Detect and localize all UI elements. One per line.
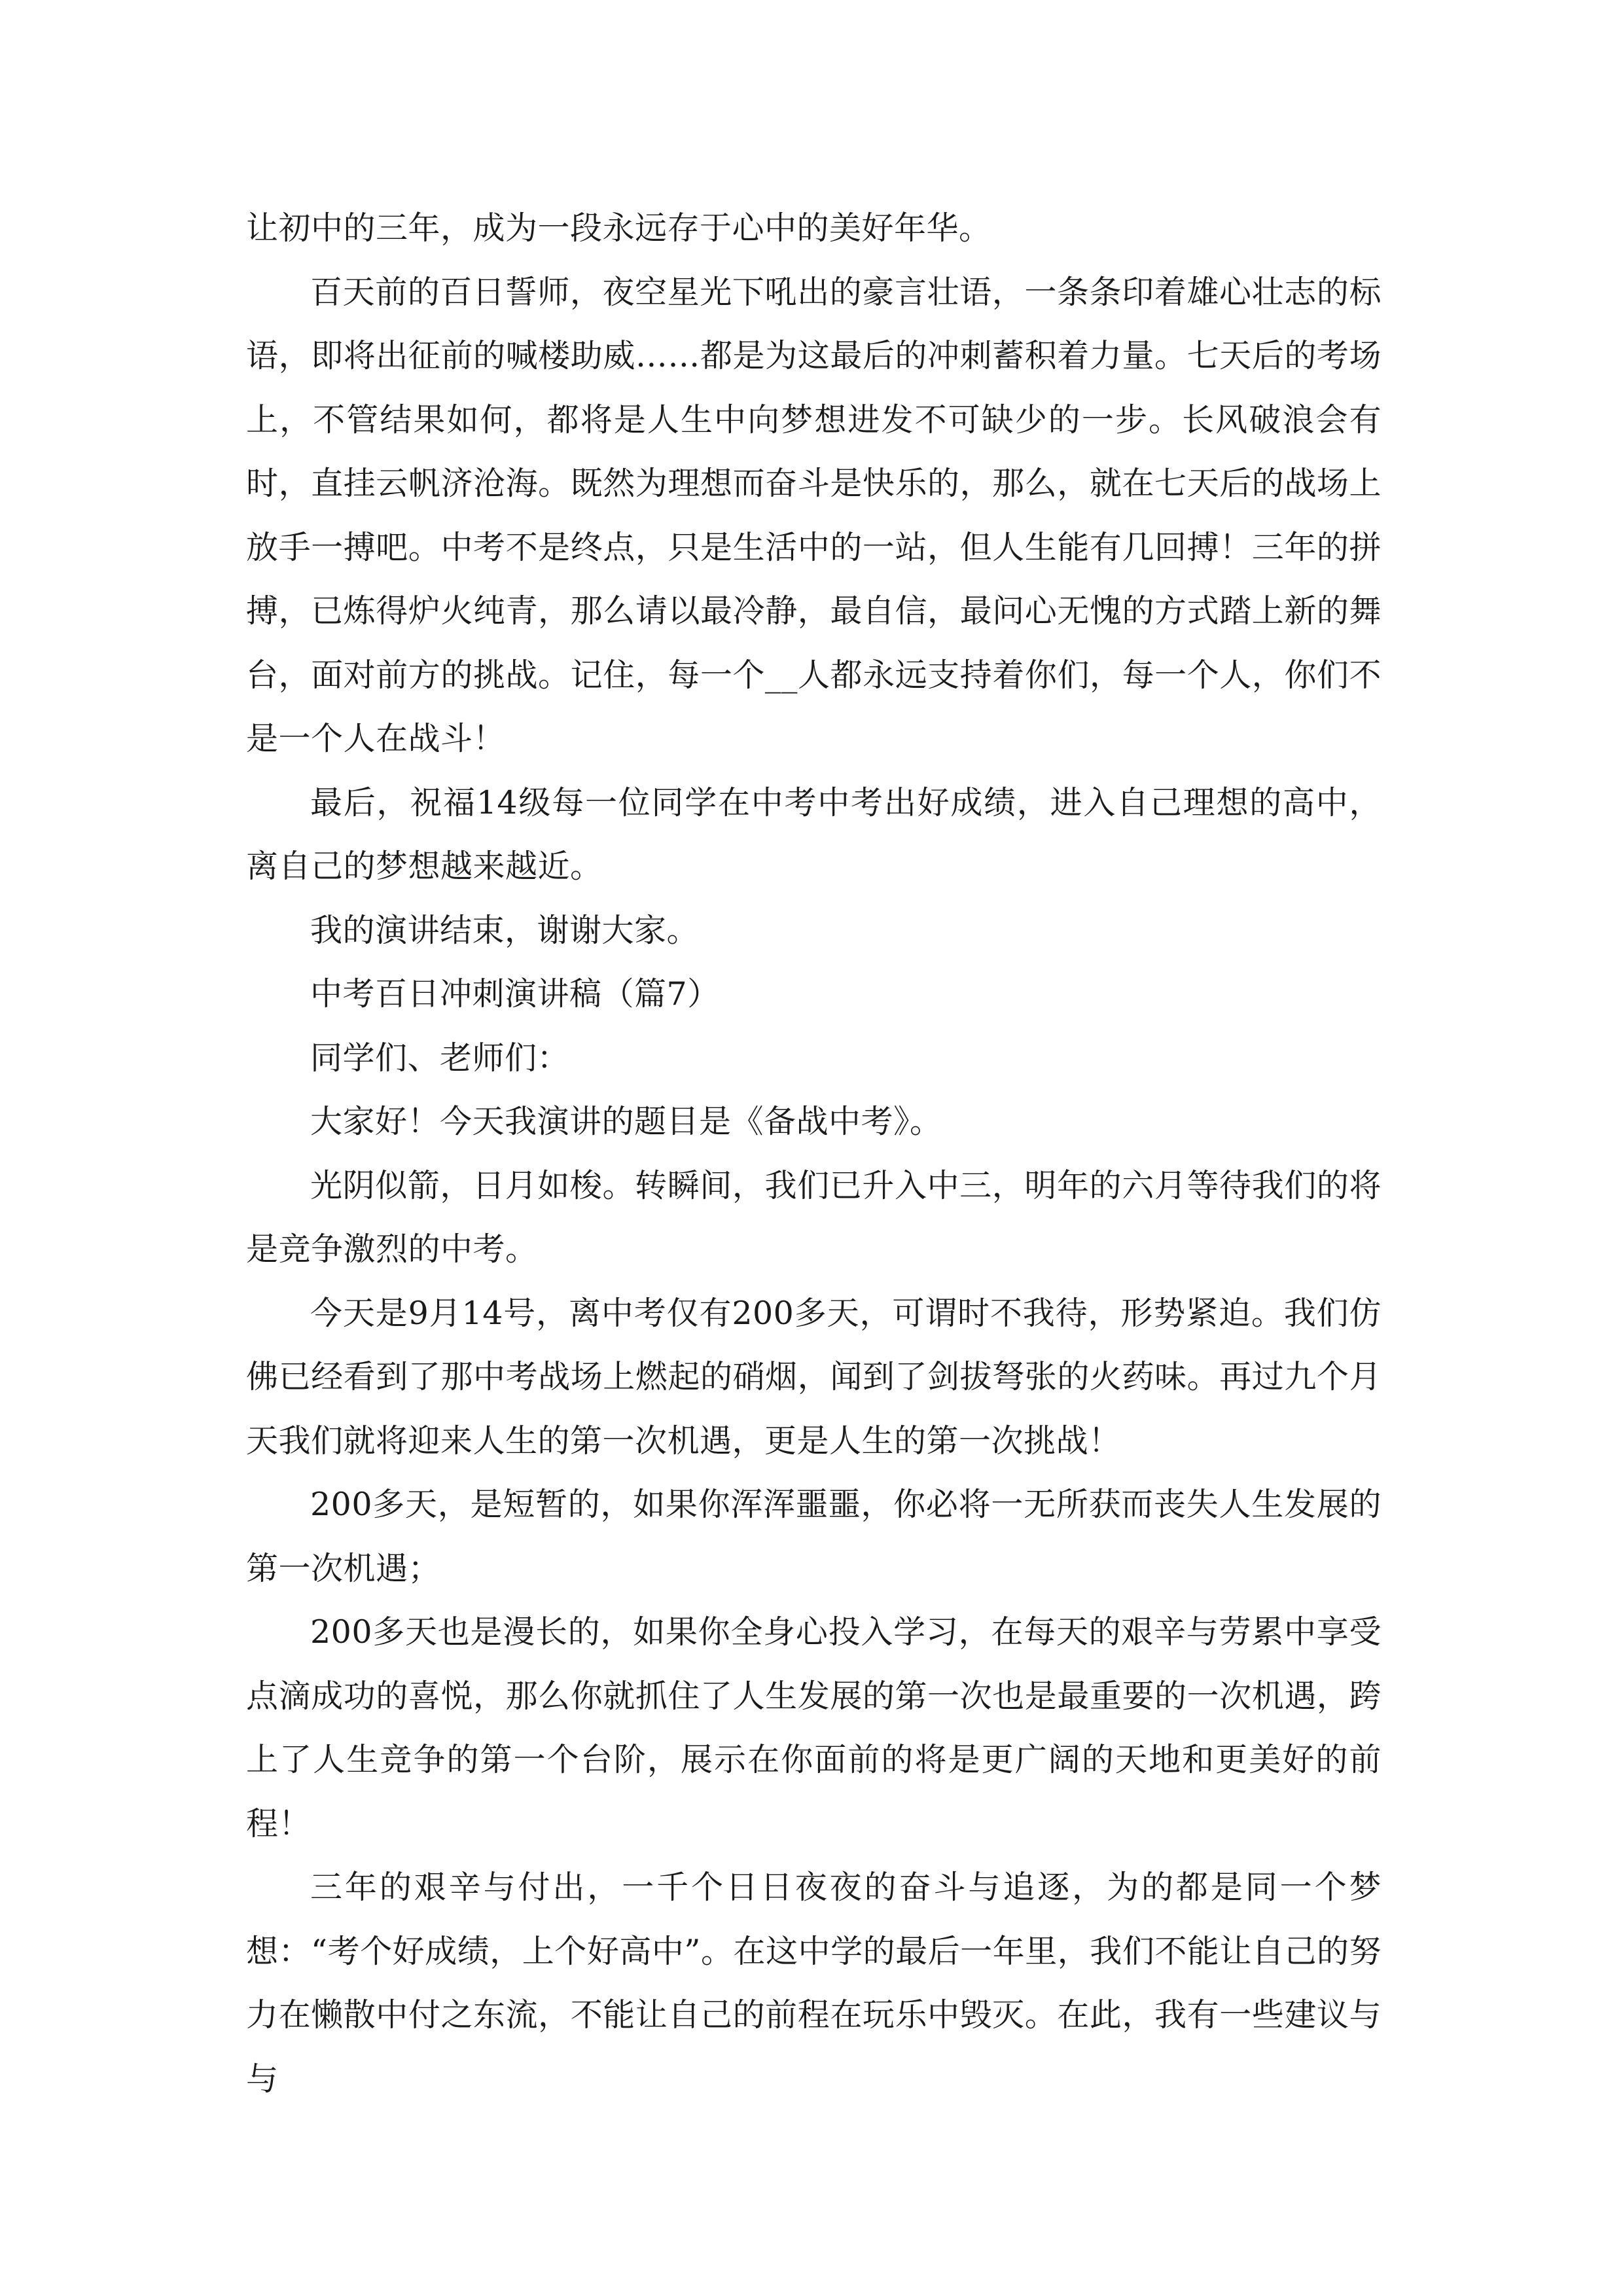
paragraph-three-years-effort: 三年的艰辛与付出，一千个日日夜夜的奋斗与追逐，为的都是同一个梦想：“考个好成绩，上个好高中”。在这中学的最后一年里，我们不能让自己的努力在懒散中付之东流，不能让自己的前程在玩乐中毁灭。在此，我有一些建议与与 bbox=[246, 1869, 1382, 2098]
paragraph-speech-end: 我的演讲结束，谢谢大家。 bbox=[310, 911, 700, 949]
section-title-speech-7: 中考百日冲刺演讲稿（篇7） bbox=[310, 975, 720, 1013]
paragraph-long-time: 200多天也是漫长的，如果你全身心投入学习，在每天的艰辛与劳累中享受点滴成功的喜悦，那么你就抓住了人生发展的第一次也是最重要的一次机遇，跨上了人生竞争的第一个台阶，展示在你面前的将是更广阔的天地和更美好的前程！ bbox=[246, 1613, 1382, 1842]
document-body bbox=[246, 196, 1382, 2111]
paragraph-final-wishes: 最后，祝福14级每一位同学在中考中考出好成绩，进入自己理想的高中，离自己的梦想越来越近。 bbox=[246, 783, 1382, 885]
paragraph-time-flies: 光阴似箭，日月如梭。转瞬间，我们已升入中三，明年的六月等待我们的将是竞争激烈的中考。 bbox=[246, 1166, 1382, 1268]
paragraph-greeting-topic: 大家好！今天我演讲的题目是《备战中考》。 bbox=[310, 1103, 942, 1140]
paragraph-salutation: 同学们、老师们： bbox=[310, 1039, 570, 1077]
paragraph-countdown-200-days: 今天是9月14号，离中考仅有200多天，可谓时不我待，形势紧迫。我们仿佛已经看到了那中考战场上燃起的硝烟，闻到了剑拔弩张的火药味。再过九个月天我们就将迎来人生的第一次机遇，更是人生的第一次挑战！ bbox=[246, 1294, 1382, 1460]
paragraph-countdown-reflection: 百天前的百日誓师，夜空星光下吼出的豪言壮语，一条条印着雄心壮志的标语，即将出征前的喊楼助威……都是为这最后的冲刺蓄积着力量。七天后的考场上，不管结果如何，都将是人生中向梦想进发不可缺少的一步。长风破浪会有时，直挂云帆济沧海。既然为理想而奋斗是快乐的，那么，就在七天后的战场上放手一搏吧。中考不是终点，只是生活中的一站，但人生能有几回搏！三年的拼搏，已炼得炉火纯青，那么请以最冷静，最自信，最问心无愧的方式踏上新的舞台，面对前方的挑战。记住，每一个__人都永远支持着你们，每一个人，你们不是一个人在战斗！ bbox=[246, 273, 1382, 757]
paragraph-closing-line: 让初中的三年，成为一段永远存于心中的美好年华。 bbox=[246, 209, 991, 247]
paragraph-short-time: 200多天，是短暂的，如果你浑浑噩噩，你必将一无所获而丧失人生发展的第一次机遇； bbox=[246, 1486, 1382, 1587]
